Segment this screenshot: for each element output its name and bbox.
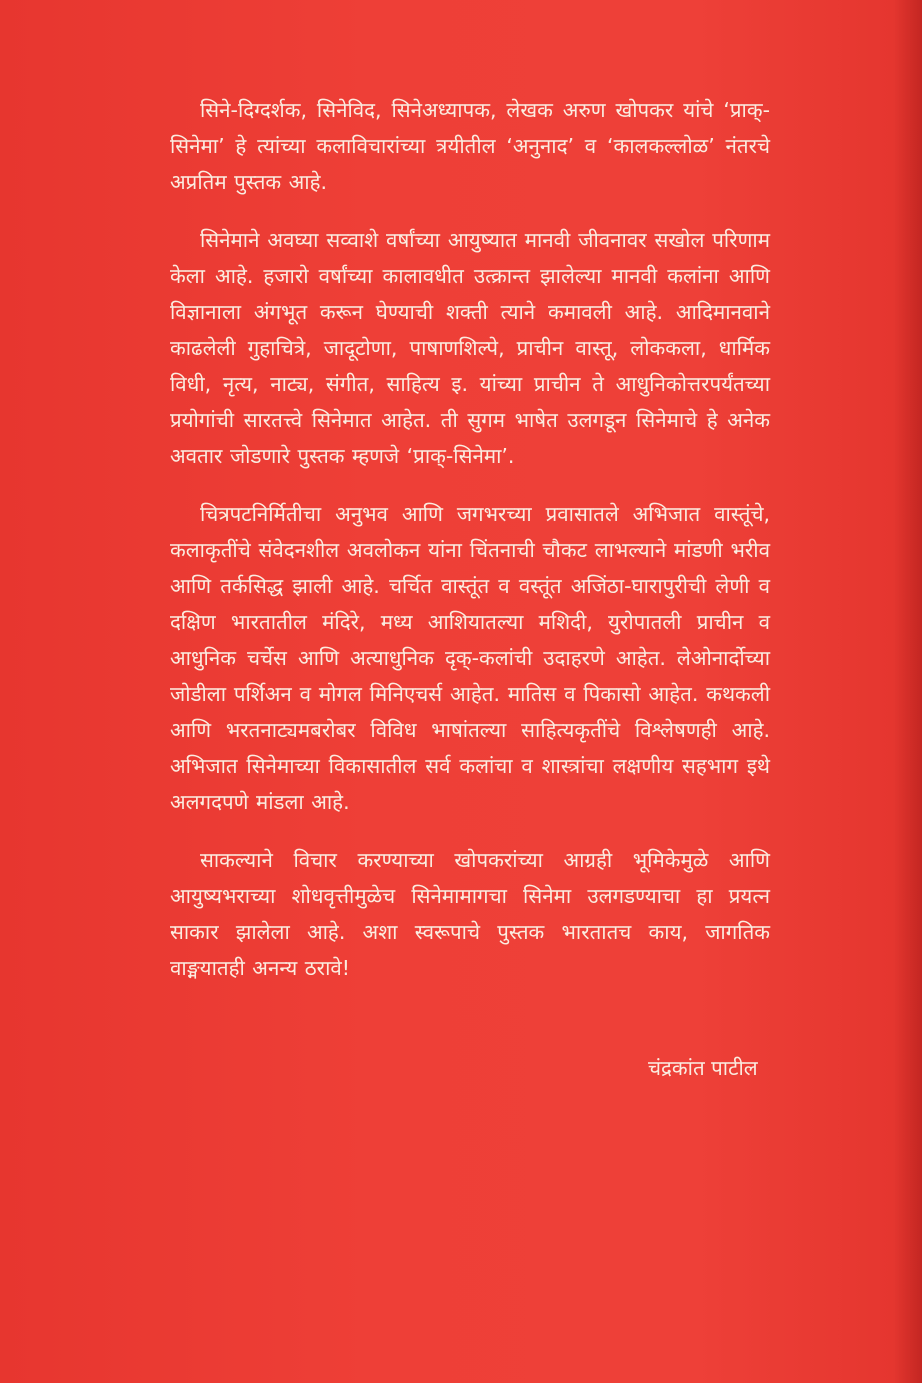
blurb-paragraph-4: साकल्याने विचार करण्याच्या खोपकरांच्या आग्रही भूमिकेमुळे आणि आयुष्यभराच्या शोधवृत्तीमुळेच सिनेमामागचा सिनेमा उलगडण्याचा हा प्रयत्न साकार झालेला आहे. अशा स्वरूपाचे पुस्तक भारतातच काय, जागतिक वाङ्मयातही अनन्य ठरावे! bbox=[170, 848, 770, 980]
blurb-paragraph-3: चित्रपटनिर्मितीचा अनुभव आणि जगभरच्या प्रवासातले अभिजात वास्तूंचे, कलाकृतींचे संवेदनशील अवलोकन यांना चिंतनाची चौकट लाभल्याने मांडणी भरीव आणि तर्कसिद्ध झाली आहे. चर्चित वास्तूंत व वस्तूंत अजिंठा-घारापुरीची लेणी व दक्षिण भारतातील मंदिरे, मध्य आशियातल्या मशिदी, युरोपातली प्राचीन व आधुनिक चर्चेस आणि अत्याधुनिक दृक्-कलांची उदाहरणे आहेत. लेओनार्दोच्या जोडीला पर्शिअन व मोगल मिनिएचर्स आहेत. मातिस व पिकासो आहेत. कथकली आणि भरतनाट्यमबरोबर विविध भाषांतल्या साहित्यकृतींचे विश्लेषणही आहे. अभिजात सिनेमाच्या विकासातील सर्व कलांचा व शास्त्रांचा लक्षणीय सहभाग इथे अलगदपणे मांडला आहे. bbox=[170, 502, 770, 814]
blurb-paragraph-2: सिनेमाने अवघ्या सव्वाशे वर्षांच्या आयुष्यात मानवी जीवनावर सखोल परिणाम केला आहे. हजारो वर्षांच्या कालावधीत उत्क्रान्त झालेल्या मानवी कलांना आणि विज्ञानाला अंगभूत करून घेण्याची शक्ती त्याने कमावली आहे. आदिमानवाने काढलेली गुहाचित्रे, जादूटोणा, पाषाणशिल्पे, प्राचीन वास्तू, लोककला, धार्मिक विधी, नृत्य, नाट्य, संगीत, साहित्य इ. यांच्या प्राचीन ते आधुनिकोत्तरपर्यंतच्या प्रयोगांची सारतत्त्वे सिनेमात आहेत. ती सुगम भाषेत उलगडून सिनेमाचे हे अनेक अवतार जोडणारे पुस्तक म्हणजे ‘प्राक्-सिनेमा’. bbox=[170, 228, 770, 468]
edge-shadow bbox=[892, 0, 922, 1383]
blurb-text bbox=[170, 92, 770, 1008]
author-signature: चंद्रकांत पाटील bbox=[648, 1056, 758, 1080]
blurb-paragraph-1: सिने-दिग्दर्शक, सिनेविद, सिनेअध्यापक, लेखक अरुण खोपकर यांचे ‘प्राक्-सिनेमा’ हे त्यांच्या कलाविचारांच्या त्रयीतील ‘अनुनाद’ व ‘कालकल्लोळ’ नंतरचे अप्रतिम पुस्तक आहे. bbox=[170, 98, 770, 194]
